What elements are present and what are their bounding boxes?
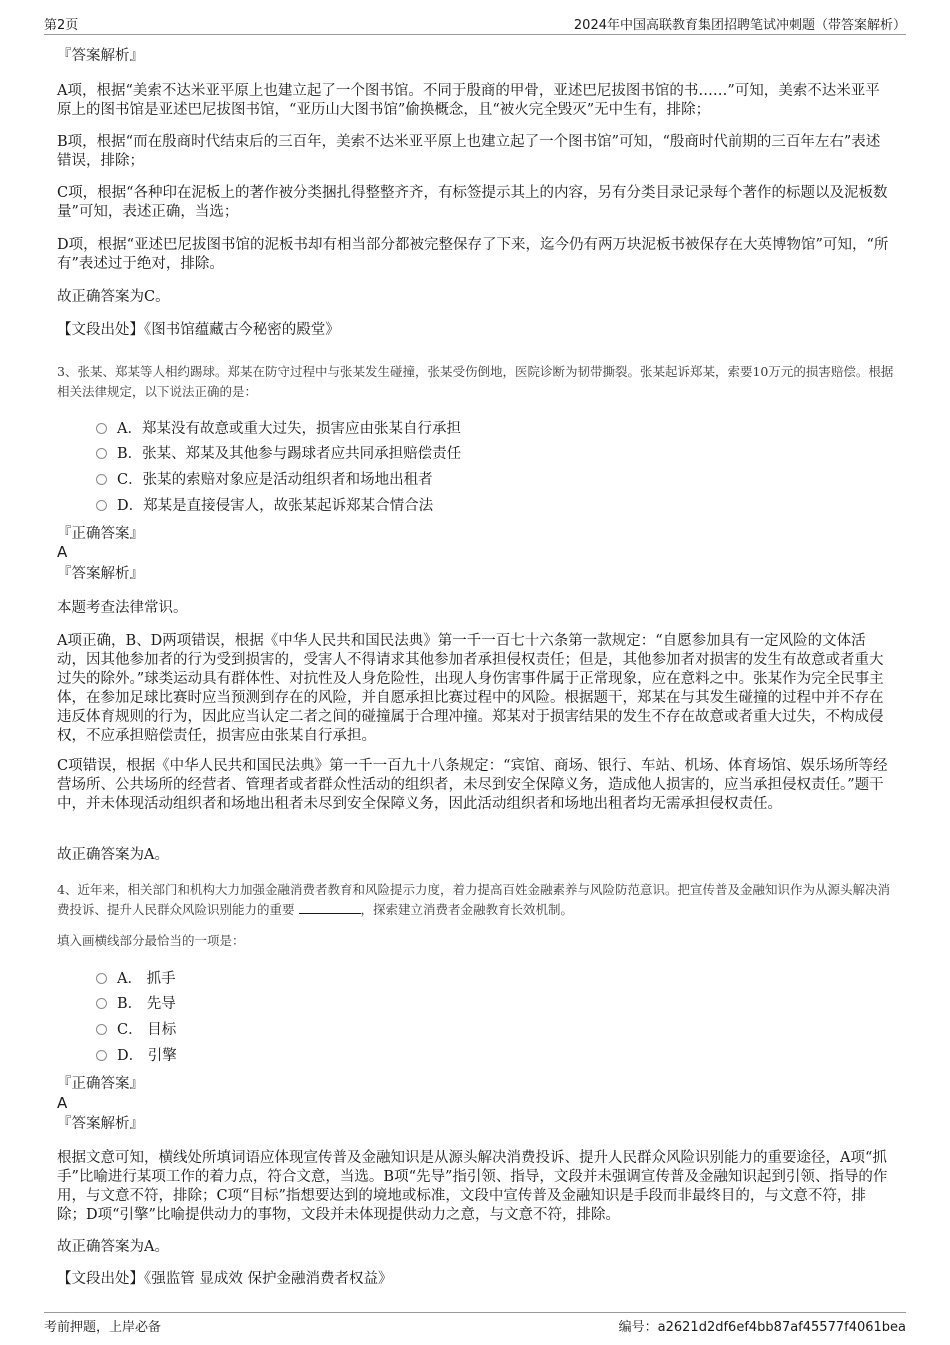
- q4-analysis-p1: 根据文意可知，横线处所填词语应体现宣传普及金融知识是从源头解决消费投诉、提升人民群众风险识别能力的重要途径，A项“抓手”比喻进行某项工作的着力点，符合文意，当选。B项“先导”指引领、指导，文段并未强调宣传普及金融知识起到引领、指导的作用，与文意不符，排除；C项“目标”指想要达到的境地或标准，文段中宣传普及金融知识是手段而非最终目的，与文意不符，排除；D项“引擎”比喻提供动力的事物，文段并未体现提供动力之意，与文意不符，排除。: [57, 1150, 888, 1223]
- q2-analysis-c: C项，根据“各种印在泥板上的著作被分类捆扎得整整齐齐，有标签提示其上的内容，另有分类目录记录每个著作的标题以及泥板数量”可知，表述正确，当选；: [57, 185, 888, 220]
- q4-option-c[interactable]: C． 目标: [96, 1020, 176, 1040]
- q3-answer: A: [57, 543, 68, 561]
- q4-option-b[interactable]: B． 先导: [96, 994, 176, 1014]
- q4-answer-label: 『正确答案』: [57, 1076, 144, 1092]
- q3-option-a[interactable]: A．郑某没有故意或重大过失，损害应由张某自行承担: [96, 419, 461, 439]
- q3-intro: 本题考查法律常识。: [57, 600, 188, 616]
- radio-icon[interactable]: [96, 448, 107, 459]
- q3-analysis-label: 『答案解析』: [57, 566, 144, 582]
- q3-conclusion: 故正确答案为A。: [57, 847, 169, 863]
- q3-option-b[interactable]: B．张某、郑某及其他参与踢球者应共同承担赔偿责任: [96, 444, 461, 464]
- q2-analysis-b: B项，根据“而在殷商时代结束后的三百年，美索不达米亚平原上也建立起了一个图书馆”可知，“殷商时代前期的三百年左右”表述错误，排除；: [57, 134, 881, 169]
- q2-conclusion: 故正确答案为C。: [57, 289, 170, 305]
- q3-stem: 3、张某、郑某等人相约踢球。郑某在防守过程中与张某发生碰撞，张某受伤倒地，医院诊断为韧带撕裂。张某起诉郑某，索要10万元的损害赔偿。根据相关法律规定，以下说法正确的是：: [57, 364, 894, 399]
- radio-icon[interactable]: [96, 500, 107, 511]
- q3-answer-label: 『正确答案』: [57, 526, 144, 542]
- document-title: 2024年中国高联教育集团招聘笔试冲刺题（带答案解析）: [573, 18, 906, 33]
- q4-source: 【文段出处】《强监管 显成效 保护金融消费者权益》: [57, 1271, 393, 1287]
- q3-analysis-p2: C项错误，根据《中华人民共和国民法典》第一千一百九十八条规定：“宾馆、商场、银行、车站、机场、体育场馆、娱乐场所等经营场所、公共场所的经营者、管理者或者群众性活动的组织者，未尽到安全保障义务，造成他人损害的，应当承担侵权责任。”题干中，并未体现活动组织者和场地出租者未尽到安全保障义务，因此活动组织者和场地出租者均无需承担侵权责任。: [57, 758, 888, 812]
- fill-blank: [299, 901, 361, 914]
- radio-icon[interactable]: [96, 423, 107, 434]
- q4-prompt: 填入画横线部分最恰当的一项是：: [57, 933, 245, 948]
- q4-analysis-label: 『答案解析』: [57, 1116, 144, 1132]
- q3-option-c[interactable]: C．张某的索赔对象应是活动组织者和场地出租者: [96, 470, 433, 490]
- page-number: 第2页: [44, 18, 79, 33]
- page-header: [44, 12, 906, 35]
- radio-icon[interactable]: [96, 998, 107, 1009]
- radio-icon[interactable]: [96, 973, 107, 984]
- radio-icon[interactable]: [96, 1024, 107, 1035]
- q4-option-a[interactable]: A． 抓手: [96, 969, 176, 989]
- footer-slogan: 考前押题，上岸必备: [44, 1320, 162, 1335]
- q2-analysis-label: 『答案解析』: [57, 48, 144, 64]
- document-id: 编号：a2621d2df6ef4bb87af45577f4061bea: [618, 1320, 906, 1335]
- q4-conclusion: 故正确答案为A。: [57, 1239, 169, 1255]
- q4-stem: 4、近年来，相关部门和机构大力加强金融消费者教育和风险提示力度，着力提高百姓金融素养与风险防范意识。把宣传普及金融知识作为从源头解决消费投诉、提升人民群众风险识别能力的重要 ，探索建立消费者金融教育长效机制。: [57, 882, 890, 917]
- q4-answer: A: [57, 1094, 68, 1112]
- q2-source: 【文段出处】《图书馆蕴藏古今秘密的殿堂》: [57, 322, 340, 338]
- q3-analysis-p1: A项正确，B、D两项错误，根据《中华人民共和国民法典》第一千一百七十六条第一款规定：“自愿参加具有一定风险的文体活动，因其他参加者的行为受到损害的，受害人不得请求其他参加者承担侵权责任；但是，其他参加者对损害的发生有故意或者重大过失的除外。”球类运动具有群体性、对抗性及人身危险性，出现人身伤害事件属于正常现象，应在意料之中。张某作为完全民事主体，在参加足球比赛时应当预测到存在的风险，并自愿承担比赛过程中的风险。根据题干，郑某在与其发生碰撞的过程中并不存在违反体育规则的行为，因此应当认定二者之间的碰撞属于合理冲撞。郑某对于损害结果的发生不存在故意或者重大过失，不构成侵权，不应承担赔偿责任，损害应由张某自行承担。: [57, 633, 884, 744]
- radio-icon[interactable]: [96, 474, 107, 485]
- page-footer: [44, 1312, 906, 1335]
- radio-icon[interactable]: [96, 1050, 107, 1061]
- q2-analysis-d: D项，根据“亚述巴尼拔图书馆的泥板书却有相当部分都被完整保存了下来，迄今仍有两万块泥板书被保存在大英博物馆”可知，“所有”表述过于绝对，排除。: [57, 237, 889, 272]
- q3-option-d[interactable]: D．郑某是直接侵害人，故张某起诉郑某合情合法: [96, 496, 433, 516]
- q4-option-d[interactable]: D． 引擎: [96, 1046, 177, 1066]
- q2-analysis-a: A项，根据“美索不达米亚平原上也建立起了一个图书馆。不同于殷商的甲骨，亚述巴尼拔图书馆的书……”可知，美索不达米亚平原上的图书馆是亚述巴尼拔图书馆，“亚历山大图书馆”偷换概念，且“被火完全毁灭”无中生有，排除；: [57, 83, 880, 118]
